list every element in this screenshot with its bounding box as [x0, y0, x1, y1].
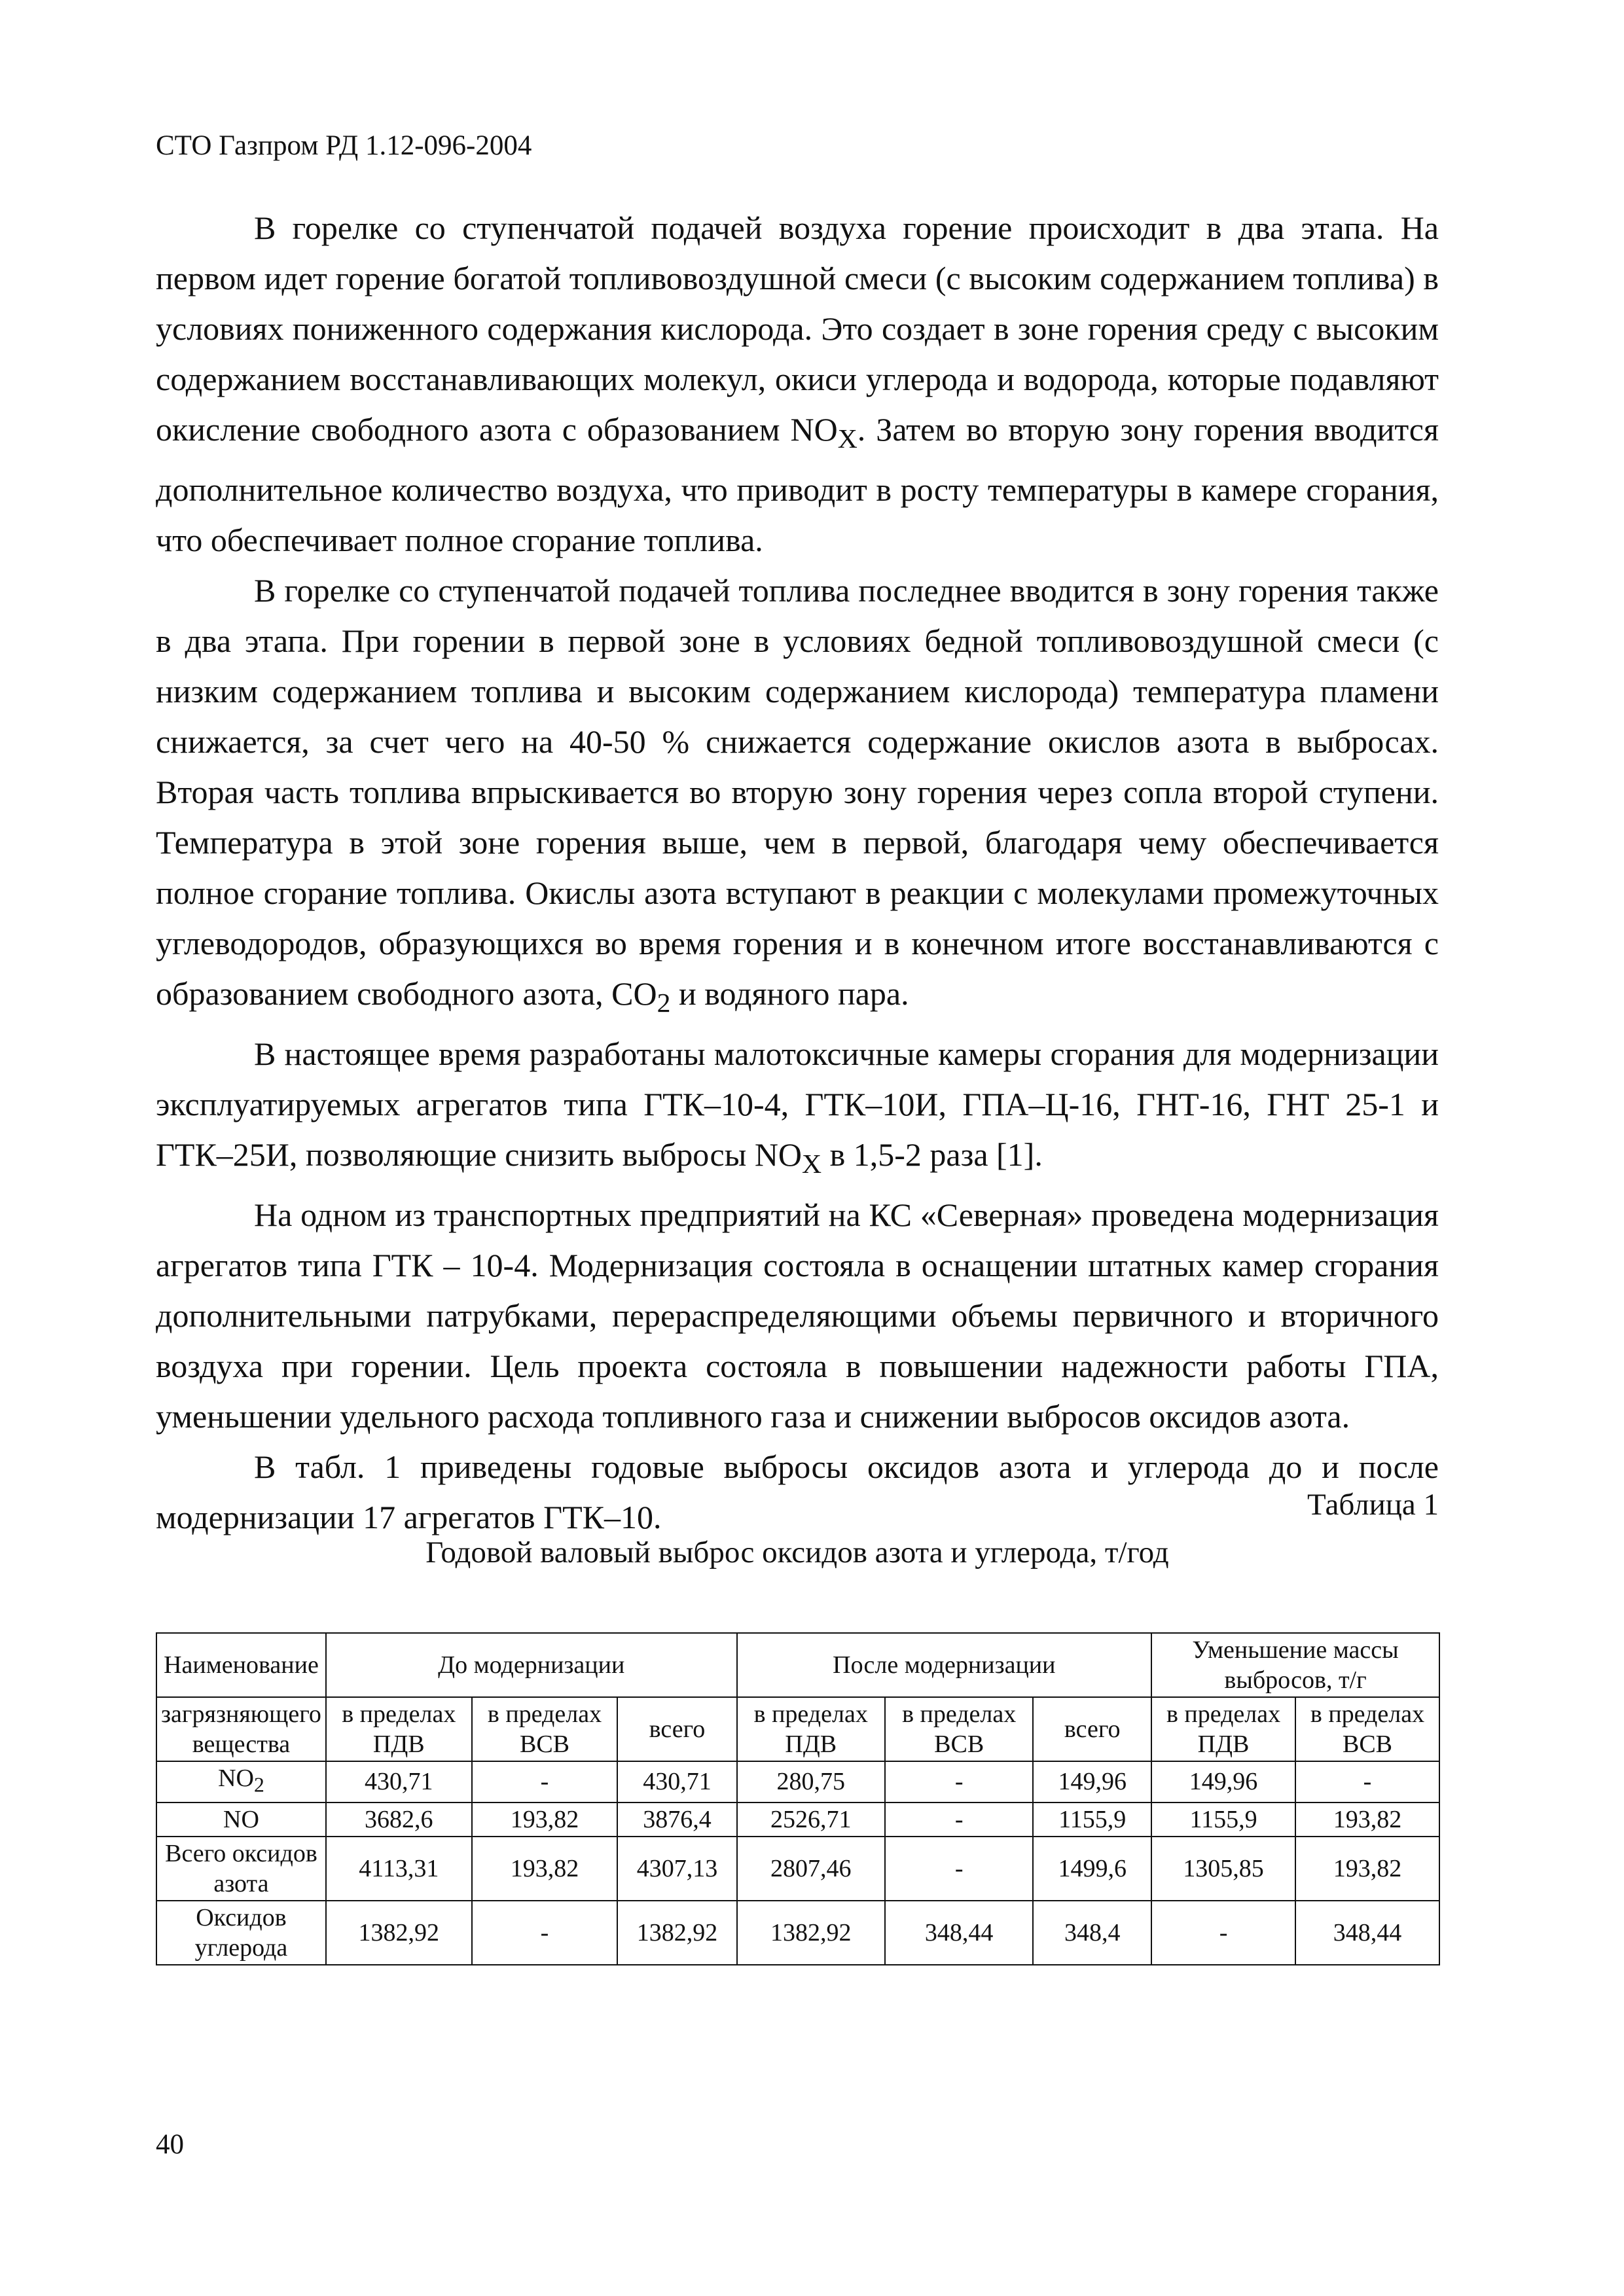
cell: 430,71 [617, 1761, 736, 1803]
header-after: После модернизации [737, 1633, 1152, 1697]
header-vsb: в пределах ВСВ [1295, 1697, 1439, 1761]
header-name-bottom: загрязняющего вещества [156, 1697, 326, 1761]
paragraph: На одном из транспортных предприятий на КС «Северная» проведена модернизация агрегатов типа ГТК – 10-4. Модернизация состояла в оснащении штатных камер сгорания дополнительными патрубками, перераспределяющими объемы первичного и вторичного воздуха при горении. Цель проекта состояла в повышении надежности работы ГПА, уменьшении удельного расхода топливного газа и снижении выбросов оксидов азота. [156, 1196, 1439, 1435]
header-vsb: в пределах ВСВ [885, 1697, 1033, 1761]
table-subheader-row [156, 1697, 1439, 1761]
cell: 1382,92 [737, 1901, 885, 1965]
page-number: 40 [156, 2129, 184, 2160]
table-row [156, 1761, 1439, 1803]
row-name: $NO_2$ [156, 1761, 326, 1803]
header-pdv: в пределах ПДВ [737, 1697, 885, 1761]
cell: 1155,9 [1151, 1803, 1295, 1837]
cell: 149,96 [1033, 1761, 1151, 1803]
header-before: До модернизации [326, 1633, 737, 1697]
cell: 193,82 [1295, 1837, 1439, 1901]
header-name-top: Наименование [156, 1633, 326, 1697]
header-pdv: в пределах ПДВ [326, 1697, 472, 1761]
header-total: всего [1033, 1697, 1151, 1761]
cell: 1382,92 [326, 1901, 472, 1965]
table-caption: Годовой валовый выброс оксидов азота и углерода, т/год [425, 1535, 1169, 1570]
cell: 430,71 [326, 1761, 472, 1803]
table-row [156, 1803, 1439, 1837]
cell: 348,44 [885, 1901, 1033, 1965]
paragraph: В настоящее время разработаны малотоксичные камеры сгорания для модернизации эксплуатируемых агрегатов типа ГТК–10-4, ГТК–10И, ГПА–Ц-16, ГНТ-16, ГНТ 25-1 и ГТК–25И, позволяющие снизить выбросы $NO_X$ в 1,5-2 раза [1]. [156, 1035, 1439, 1179]
header-reduction: Уменьшение массы выбросов, т/г [1151, 1633, 1439, 1697]
document-code: СТО Газпром РД 1.12-096-2004 [156, 130, 532, 161]
emissions-table [156, 1632, 1440, 1965]
table-row [156, 1837, 1439, 1901]
cell: - [1295, 1761, 1439, 1803]
row-name: NO [156, 1803, 326, 1837]
table-label: Таблица 1 [1307, 1488, 1439, 1522]
cell: 2526,71 [737, 1803, 885, 1837]
cell: 193,82 [472, 1803, 618, 1837]
cell: 149,96 [1151, 1761, 1295, 1803]
cell: 348,44 [1295, 1901, 1439, 1965]
cell: 1305,85 [1151, 1837, 1295, 1901]
cell: 193,82 [472, 1837, 618, 1901]
cell: - [885, 1761, 1033, 1803]
table-row [156, 1901, 1439, 1965]
row-name: Всего оксидов азота [156, 1837, 326, 1901]
cell: 4307,13 [617, 1837, 736, 1901]
table-header-row [156, 1633, 1439, 1697]
cell: - [472, 1901, 618, 1965]
cell: - [1151, 1901, 1295, 1965]
cell: 2807,46 [737, 1837, 885, 1901]
cell: - [472, 1761, 618, 1803]
paragraph: В горелке со ступенчатой подачей топлива последнее вводится в зону горения также в два этапа. При горении в первой зоне в условиях бедной топливовоздушной смеси (с низким содержанием топлива и высоким содержанием кислорода) температура пламени снижается, за счет чего на 40-50 % снижается содержание окислов азота в выбросах. Вторая часть топлива впрыскивается во вторую зону горения через сопла второй ступени. Температура в этой зоне горения выше, чем в первой, благодаря чему обеспечивается полное сгорание топлива. Окислы азота вступают в реакции с молекулами промежуточных углеводородов, образующихся во время горения и в конечном итоге восстанавливаются с образованием свободного азота, $CO_2$ и водяного пара. [156, 572, 1439, 1018]
paragraph: В табл. 1 приведены годовые выбросы оксидов азота и углерода до и после модернизации 17 агрегатов ГТК–10. [156, 1448, 1439, 1535]
header-vsb: в пределах ВСВ [472, 1697, 618, 1761]
cell: 193,82 [1295, 1803, 1439, 1837]
row-name: Оксидов углерода [156, 1901, 326, 1965]
cell: 3876,4 [617, 1803, 736, 1837]
cell: 3682,6 [326, 1803, 472, 1837]
cell: 1499,6 [1033, 1837, 1151, 1901]
header-total: всего [617, 1697, 736, 1761]
cell: 1382,92 [617, 1901, 736, 1965]
cell: 280,75 [737, 1761, 885, 1803]
cell: 348,4 [1033, 1901, 1151, 1965]
cell: - [885, 1837, 1033, 1901]
cell: 1155,9 [1033, 1803, 1151, 1837]
paragraph: В горелке со ступенчатой подачей воздуха горение происходит в два этапа. На первом идет горение богатой топливовоздушной смеси (с высоким содержанием топлива) в условиях пониженного содержания кислорода. Это создает в зоне горения среду с высоким содержанием восстанавливающих молекул, окиси углерода и водорода, которые подавляют окисление свободного азота с образованием $NO_X$. Затем во вторую зону горения вводится дополнительное количество воздуха, что приводит в росту температуры в камере сгорания, что обеспечивает полное сгорание топлива. [156, 209, 1439, 558]
header-pdv: в пределах ПДВ [1151, 1697, 1295, 1761]
cell: - [885, 1803, 1033, 1837]
body-text [156, 203, 1439, 1543]
cell: 4113,31 [326, 1837, 472, 1901]
